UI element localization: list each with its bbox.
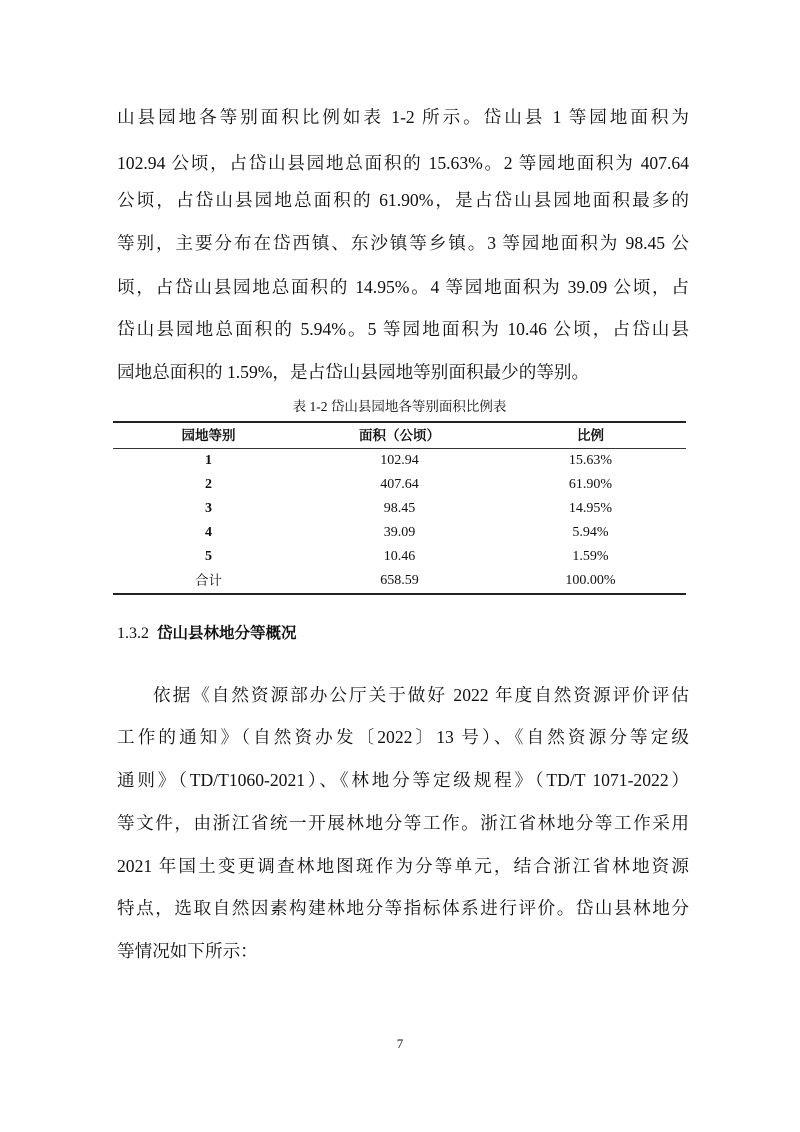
cell-area: 10.46 [383,549,416,564]
cell-ratio: 61.90% [568,477,613,492]
text-line: 等情况如下所示： [117,941,258,961]
page-number: 7 [396,1036,404,1051]
section-number: 1.3.2 [117,625,149,642]
table-row [113,473,686,497]
cell-ratio: 1.59% [572,549,609,564]
text-line: 通则》（TD/T1060-2021）、《林地分等定级规程》（TD/T 1071-2022） [117,770,689,790]
column-header-ratio: 比例 [577,427,604,444]
cell-grade: 2 [205,477,212,492]
text-line: 园地总面积的 1.59%，是占岱山县园地等别面积最少的等别。 [117,362,590,382]
cell-total-label: 合计 [195,573,222,589]
cell-total-area: 658.59 [380,573,419,588]
cell-area: 407.64 [380,477,419,492]
text-line: 特点，选取自然因素构建林地分等指标体系进行评价。岱山县林地分 [117,898,689,918]
section-heading [117,622,297,645]
table-row [113,521,686,545]
text-line: 依据《自然资源部办公厅关于做好 2022 年度自然资源评价评估 [153,685,689,705]
table-row [113,545,686,569]
column-header-grade: 园地等别 [181,427,236,444]
cell-area: 39.09 [383,525,416,540]
cell-grade: 5 [205,549,212,564]
cell-total-ratio: 100.00% [565,573,616,588]
cell-grade: 4 [205,525,212,540]
table-row [113,497,686,521]
cell-area: 98.45 [383,501,416,516]
text-line: 等别，主要分布在岱西镇、东沙镇等乡镇。3 等园地面积为 98.45 公 [117,233,689,253]
column-header-area: 面积（公顷） [359,427,440,444]
cell-grade: 1 [205,453,212,468]
text-line: 公顷，占岱山县园地总面积的 61.90%，是占岱山县园地面积最多的 [117,190,689,210]
cell-ratio: 15.63% [568,453,613,468]
table-caption: 表 1-2 岱山县园地各等别面积比例表 [292,399,507,414]
text-line: 2021 年国土变更调查林地图斑作为分等单元，结合浙江省林地资源 [117,856,689,876]
cell-ratio: 5.94% [572,525,609,540]
text-line: 102.94 公顷，占岱山县园地总面积的 15.63%。2 等园地面积为 407.64 [117,153,689,173]
section-title: 岱山县林地分等概况 [157,624,297,642]
table-header-row [113,422,686,449]
table-row [113,449,686,474]
text-line: 岱山县园地总面积的 5.94%。5 等园地面积为 10.46 公顷，占岱山县 [117,319,689,339]
table-total-row [113,569,686,594]
garden-grade-area-table [113,421,686,595]
text-line: 山县园地各等别面积比例如表 1-2 所示。岱山县 1 等园地面积为 [117,107,689,127]
text-line: 工作的通知》（自然资办发〔2022〕13 号）、《自然资源分等定级 [117,727,689,747]
cell-grade: 3 [205,501,212,516]
cell-area: 102.94 [380,453,419,468]
cell-ratio: 14.95% [568,501,613,516]
text-line: 等文件，由浙江省统一开展林地分等工作。浙江省林地分等工作采用 [117,813,689,833]
text-line: 顷，占岱山县园地总面积的 14.95%。4 等园地面积为 39.09 公顷，占 [117,277,689,297]
